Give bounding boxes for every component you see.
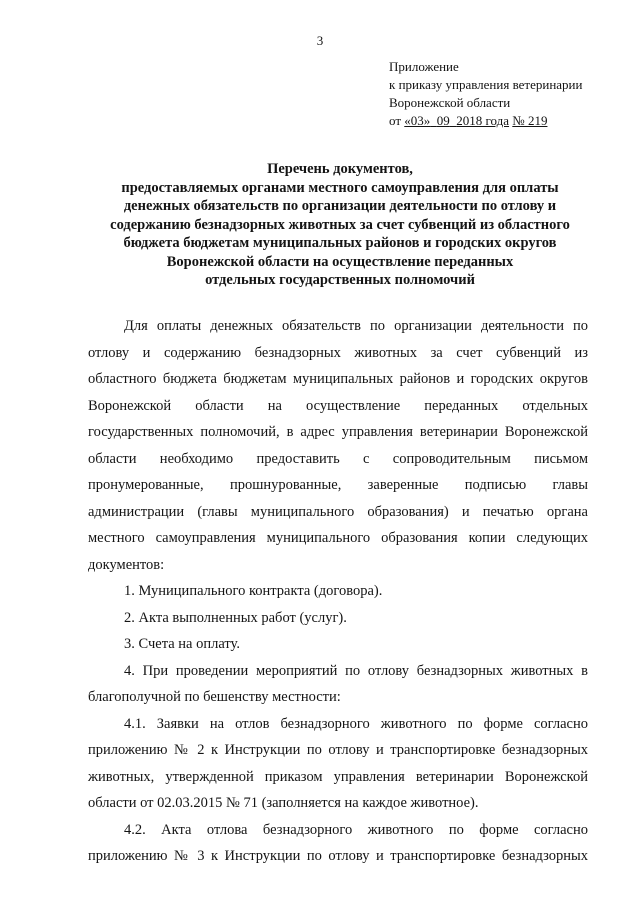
date-year: 2018 года <box>456 113 510 128</box>
list-item-capture-measures <box>88 658 588 711</box>
date-day: «03» <box>404 113 431 128</box>
list-item-capture-request <box>88 711 588 817</box>
title-line: предоставляемых органами местного самоуправления для оплаты <box>121 179 559 196</box>
title-line: Воронежской области на осуществление переданных <box>166 253 514 270</box>
body-line: Для оплаты денежных обязательств по организации деятельности по <box>124 318 588 334</box>
date-prefix: от <box>389 113 405 128</box>
body-line: области необходимо предоставить с сопроводительным письмом <box>88 450 588 467</box>
appendix-order-ref: к приказу управления ветеринарии <box>389 77 583 92</box>
list-item-act: 2. Акта выполненных работ (услуг). <box>124 609 347 626</box>
list-item-contract: 1. Муниципального контракта (договора). <box>124 583 383 599</box>
page-number: 3 <box>316 33 324 48</box>
appendix-block <box>389 58 629 130</box>
document-body <box>88 313 588 870</box>
title-line: Перечень документов, <box>267 161 413 177</box>
body-line: Воронежской области на осуществление переданных отдельных <box>88 397 588 414</box>
body-line: администрации (главы муниципального образования) и печатью органа <box>88 503 588 520</box>
body-line: области от 02.03.2015 № 71 (заполняется на каждое животное). <box>88 795 479 811</box>
body-line: документов: <box>88 556 165 573</box>
intro-paragraph <box>88 313 588 578</box>
list-item-capture-act <box>88 817 588 870</box>
body-line: 4. При проведении мероприятий по отлову безнадзорных животных в <box>124 662 588 679</box>
title-line: бюджета бюджетам муниципальных районов и городских округов <box>123 235 557 251</box>
body-line: приложению № 2 к Инструкции по отлову и транспортировке безнадзорных <box>88 742 588 758</box>
body-line: 4.2. Акта отлова безнадзорного животного по форме согласно <box>124 821 588 838</box>
title-line: денежных обязательств по организации деятельности по отлову и <box>123 198 557 214</box>
body-line: благополучной по бешенству местности: <box>88 689 341 705</box>
body-line: отлову и содержанию безнадзорных животных за счет субвенций из <box>88 344 588 361</box>
body-line: областного бюджета бюджетам муниципальных районов и городских округов <box>88 371 588 387</box>
date-month: 09 <box>436 113 450 128</box>
appendix-region: Воронежской области <box>389 95 511 110</box>
body-line: животных, утвержденной приказом управления ветеринарии Воронежской <box>88 768 588 785</box>
list-item-invoice: 3. Счета на оплату. <box>124 636 240 652</box>
title-line: отдельных государственных полномочий <box>205 272 475 288</box>
body-line: пронумерованные, прошнурованные, заверенные подписью главы <box>88 477 588 493</box>
appendix-label: Приложение <box>389 59 459 74</box>
body-line: государственных полномочий, в адрес управления ветеринарии Воронежской <box>88 424 588 440</box>
body-line: местного самоуправления муниципального образования копии следующих <box>88 530 588 546</box>
order-number: № 219 <box>512 113 548 128</box>
title-line: содержанию безнадзорных животных за счет субвенций из областного <box>110 216 570 233</box>
body-line: 4.1. Заявки на отлов безнадзорного животного по форме согласно <box>124 715 588 732</box>
appendix-date-line <box>389 112 629 130</box>
body-line: приложению № 3 к Инструкции по отлову и транспортировке безнадзорных <box>88 848 588 864</box>
document-title <box>80 160 600 290</box>
